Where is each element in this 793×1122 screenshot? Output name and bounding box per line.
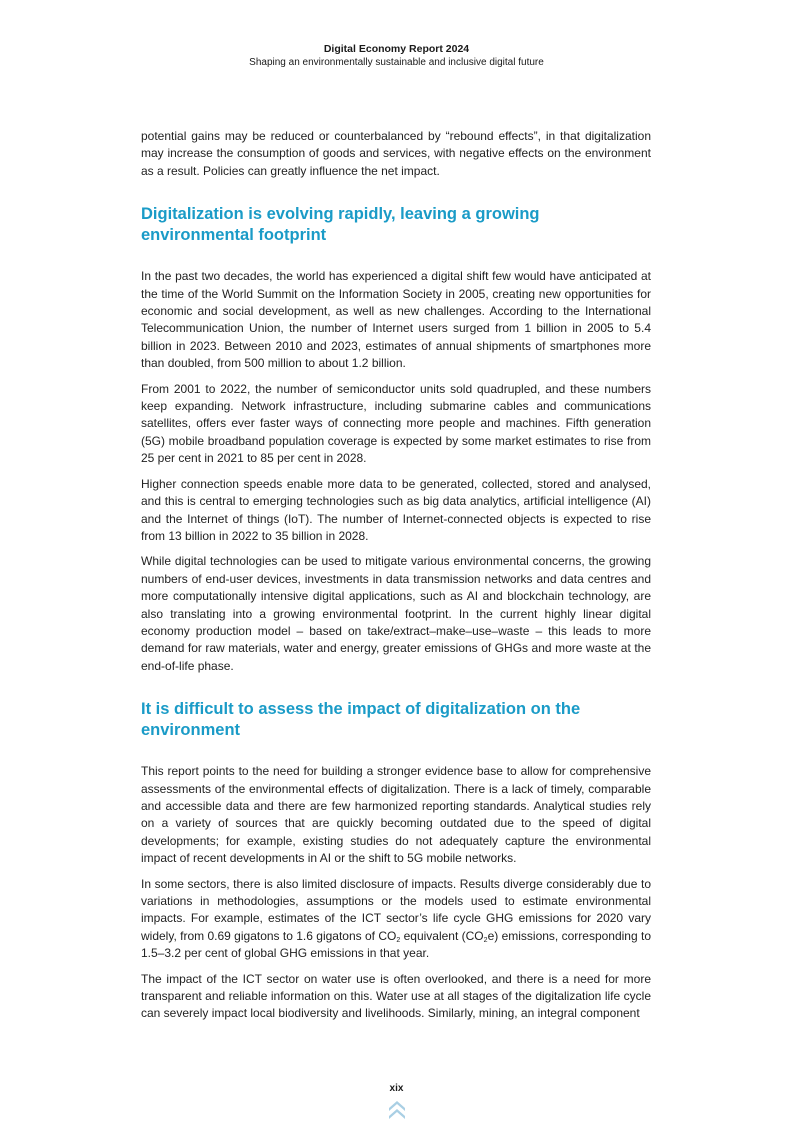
section-heading: Digitalization is evolving rapidly, leaving a growing environmental footprint [141, 205, 540, 245]
paragraph: Higher connection speeds enable more data to be generated, collected, stored and analysed, and this is central to emerging technologies such as big data analytics, artificial intelligence (AI) and the Internet of things (IoT). The number of Internet-connected objects is expected to rise from 13 billion in 2022 to 35 billion in 2028. [141, 476, 651, 543]
running-header [0, 43, 793, 70]
paragraph: potential gains may be reduced or counterbalanced by “rebound effects”, in that digitalization may increase the consumption of goods and services, with negative effects on the environment as a result. Policies can greatly influence the net impact. [141, 129, 651, 178]
page-content [141, 128, 651, 1031]
section-heading: It is difficult to assess the impact of digitalization on the environment [141, 700, 581, 740]
paragraph: This report points to the need for building a stronger evidence base to allow for comprehensive assessments of the environmental effects of digitalization. There is a lack of timely, comparable and accessible data and there are few harmonized reporting standards. Analytical studies rely on a variety of sources that are quickly becoming outdated due to the speed of digital developments; for example, existing studies do not adequately capture the environmental impact of recent developments in AI or the shift to 5G mobile networks. [141, 764, 651, 866]
page-number: xix [389, 1083, 404, 1094]
text-run: In some sectors, there is also limited disclosure of impacts. Results diverge considerably due to variations in methodologies, assumptions or the models used to estimate environmental impacts. For example, estimates of the ICT sector’s life cycle GHG emissions for 2020 vary widely, from 0.69 gigatons to 1.6 gigatons of CO [141, 876, 651, 943]
report-subtitle: Shaping an environmentally sustainable and inclusive digital future [249, 57, 544, 68]
subscript: 2 [483, 936, 488, 944]
paragraph: The impact of the ICT sector on water use is often overlooked, and there is a need for more transparent and reliable information on this. Water use at all stages of the digitalization life cycle can severely impact local biodiversity and livelihoods. Similarly, mining, an integral component [141, 971, 651, 1021]
paragraph: From 2001 to 2022, the number of semiconductor units sold quadrupled, and these numbers keep expanding. Network infrastructure, including submarine cables and communications satellites, offers ever faster ways of connecting more people and machines. Fifth generation (5G) mobile broadband population coverage is expected by some market estimates to rise from 25 per cent in 2021 to 85 per cent in 2028. [141, 381, 651, 466]
paragraph: In the past two decades, the world has experienced a digital shift few would have anticipated at the time of the World Summit on the Information Society in 2005, creating new opportunities for economic and social development, as well as new challenges. According to the International Telecommunication Union, the number of Internet users surged from 1 billion in 2005 to 5.4 billion in 2023. Between 2010 and 2023, estimates of annual shipments of smartphones more than doubled, from 500 million to about 1.2 billion. [141, 269, 651, 371]
subscript: 2 [396, 936, 401, 944]
text-run: e) emissions, corresponding to 1.5–3.2 per cent of global GHG emissions in that year. [141, 928, 652, 961]
page-footer [0, 1083, 793, 1119]
paragraph [141, 876, 651, 963]
paragraph: While digital technologies can be used to mitigate various environmental concerns, the growing numbers of end-user devices, investments in data transmission networks and data centres and more computationally intensive digital applications, such as AI and blockchain technology, are also translating into a growing environmental footprint. In the current highly linear digital economy production model – based on take/extract–make–use–waste – this leads to more demand for raw materials, water and energy, greater emissions of GHGs and more waste at the end-of-life phase. [141, 554, 651, 673]
report-title: Digital Economy Report 2024 [323, 43, 470, 55]
text-run: equivalent (CO [400, 928, 484, 943]
double-chevron-up-icon[interactable] [388, 1099, 406, 1119]
